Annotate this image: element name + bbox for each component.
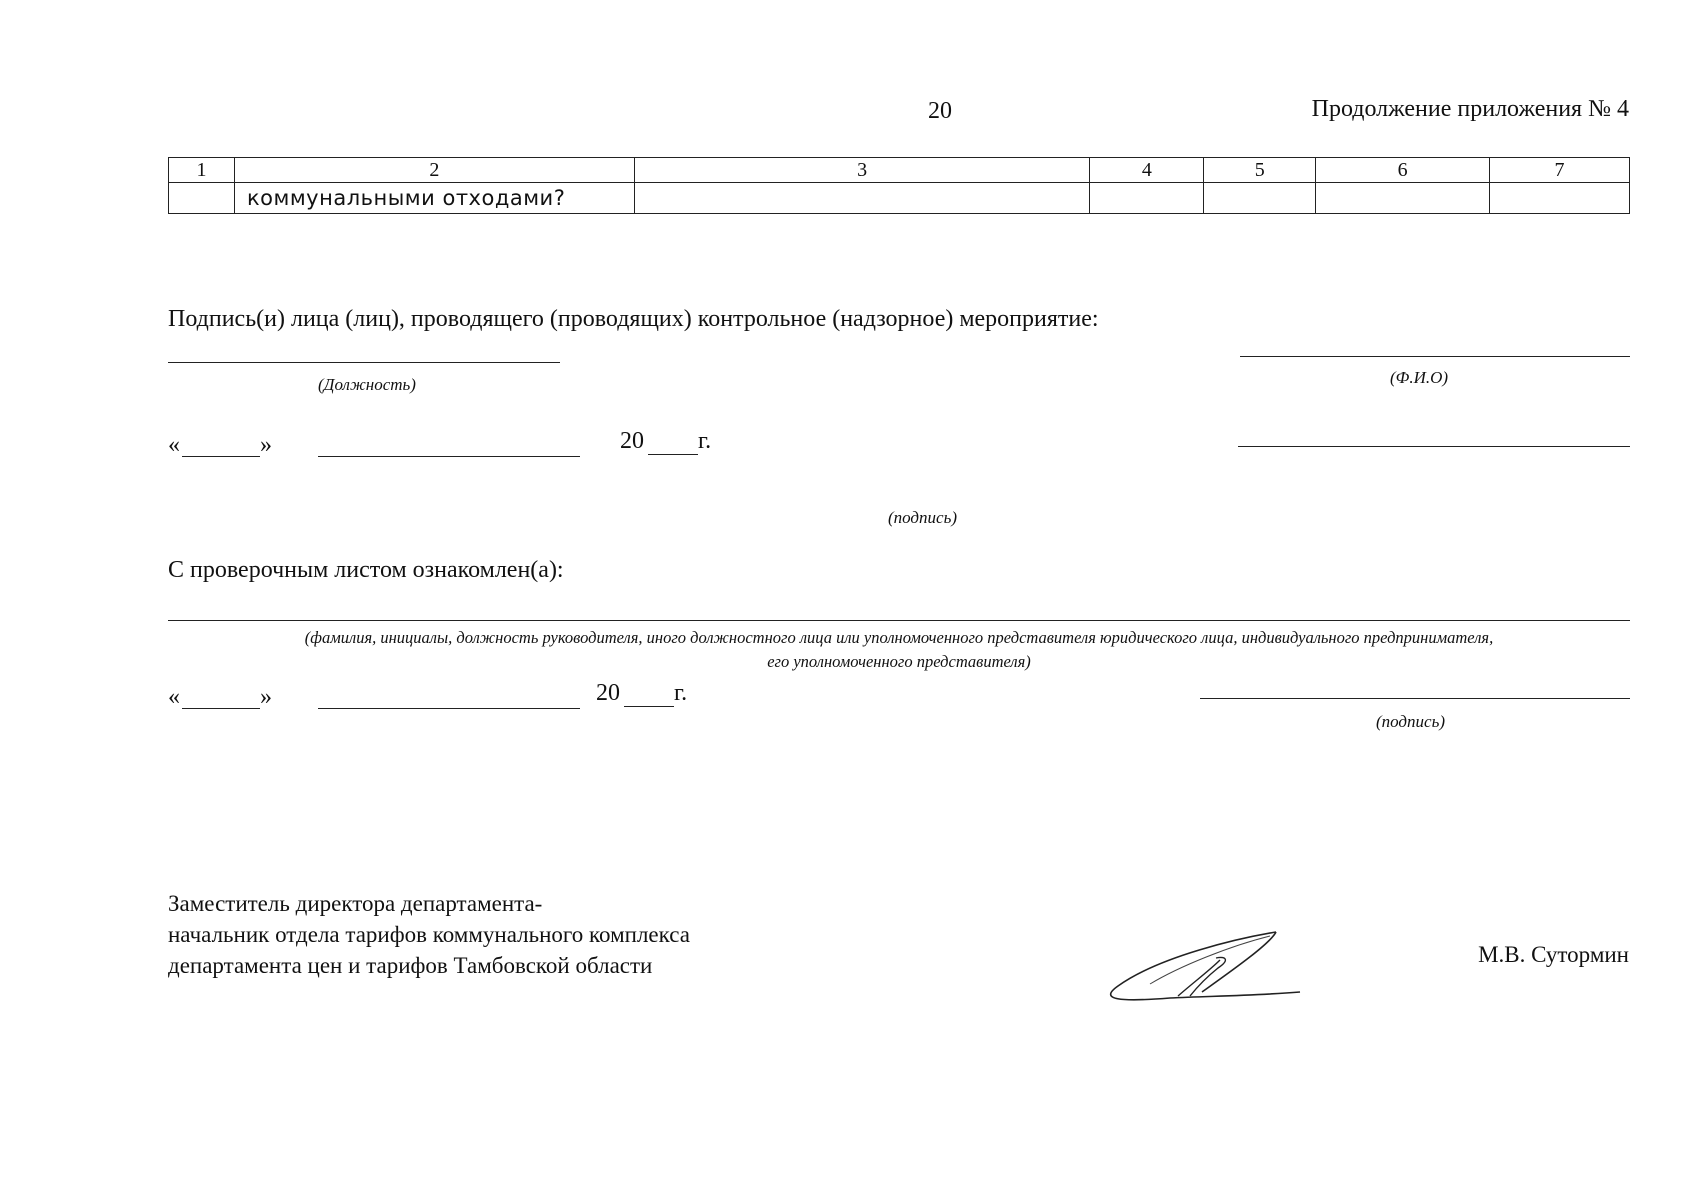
acquainted-section-title: С проверочным листом ознакомлен(а): [168, 557, 564, 583]
date-close-quote: » [260, 432, 272, 458]
footer-line: департамента цен и тарифов Тамбовской области [168, 953, 653, 978]
year-suffix: г. [674, 680, 688, 706]
column-header: 7 [1490, 158, 1630, 183]
footer-position-block [168, 888, 690, 981]
footer-line: начальник отдела тарифов коммунального комплекса [168, 922, 690, 947]
column-header: 2 [234, 158, 634, 183]
column-header: 1 [169, 158, 235, 183]
fio-line [1240, 356, 1630, 357]
column-header: 5 [1204, 158, 1316, 183]
table-cell [1090, 183, 1204, 214]
month-line [318, 456, 580, 457]
date-open-quote: « [168, 432, 180, 458]
date-open-quote: « [168, 684, 180, 710]
table-row [169, 183, 1630, 214]
table-header-row [169, 158, 1630, 183]
month-line [318, 708, 580, 709]
handwritten-signature-icon [1090, 920, 1310, 1004]
year-prefix: 20 [596, 680, 620, 706]
acquainted-signature-line [1200, 698, 1630, 699]
table-cell [1316, 183, 1490, 214]
table-cell [169, 183, 235, 214]
page-number: 20 [928, 98, 952, 124]
year-prefix: 20 [620, 428, 644, 454]
year-line [648, 454, 698, 455]
acquainted-caption-line1: (фамилия, инициалы, должность руководителя, иного должностного лица или уполномоченного представителя юридического лица, индивидуального предпринимателя, [304, 628, 1494, 647]
acquainted-name-line [168, 620, 1630, 621]
day-line [182, 708, 260, 709]
column-header: 6 [1316, 158, 1490, 183]
signature-caption: (подпись) [888, 508, 957, 527]
footer-line: Заместитель директора департамента- [168, 891, 543, 916]
signature-line [1238, 446, 1630, 447]
table-cell [634, 183, 1090, 214]
table-cell [1204, 183, 1316, 214]
column-header: 4 [1090, 158, 1204, 183]
signer-name: М.В. Сутормин [1478, 942, 1629, 967]
acquainted-signature-caption: (подпись) [1376, 712, 1445, 731]
table-cell [1490, 183, 1630, 214]
checklist-table [168, 157, 1630, 214]
fio-caption: (Ф.И.О) [1390, 368, 1449, 387]
day-line [182, 456, 260, 457]
year-line [624, 706, 674, 707]
position-line [168, 362, 560, 363]
date-close-quote: » [260, 684, 272, 710]
position-caption: (Должность) [318, 375, 416, 394]
table-cell: коммунальными отходами? [234, 183, 634, 214]
column-header: 3 [634, 158, 1090, 183]
acquainted-caption-line2: его уполномоченного представителя) [767, 652, 1031, 671]
inspector-section-title: Подпись(и) лица (лиц), проводящего (проводящих) контрольное (надзорное) мероприятие: [168, 306, 1099, 332]
appendix-label: Продолжение приложения № 4 [1311, 96, 1629, 122]
year-suffix: г. [698, 428, 712, 454]
